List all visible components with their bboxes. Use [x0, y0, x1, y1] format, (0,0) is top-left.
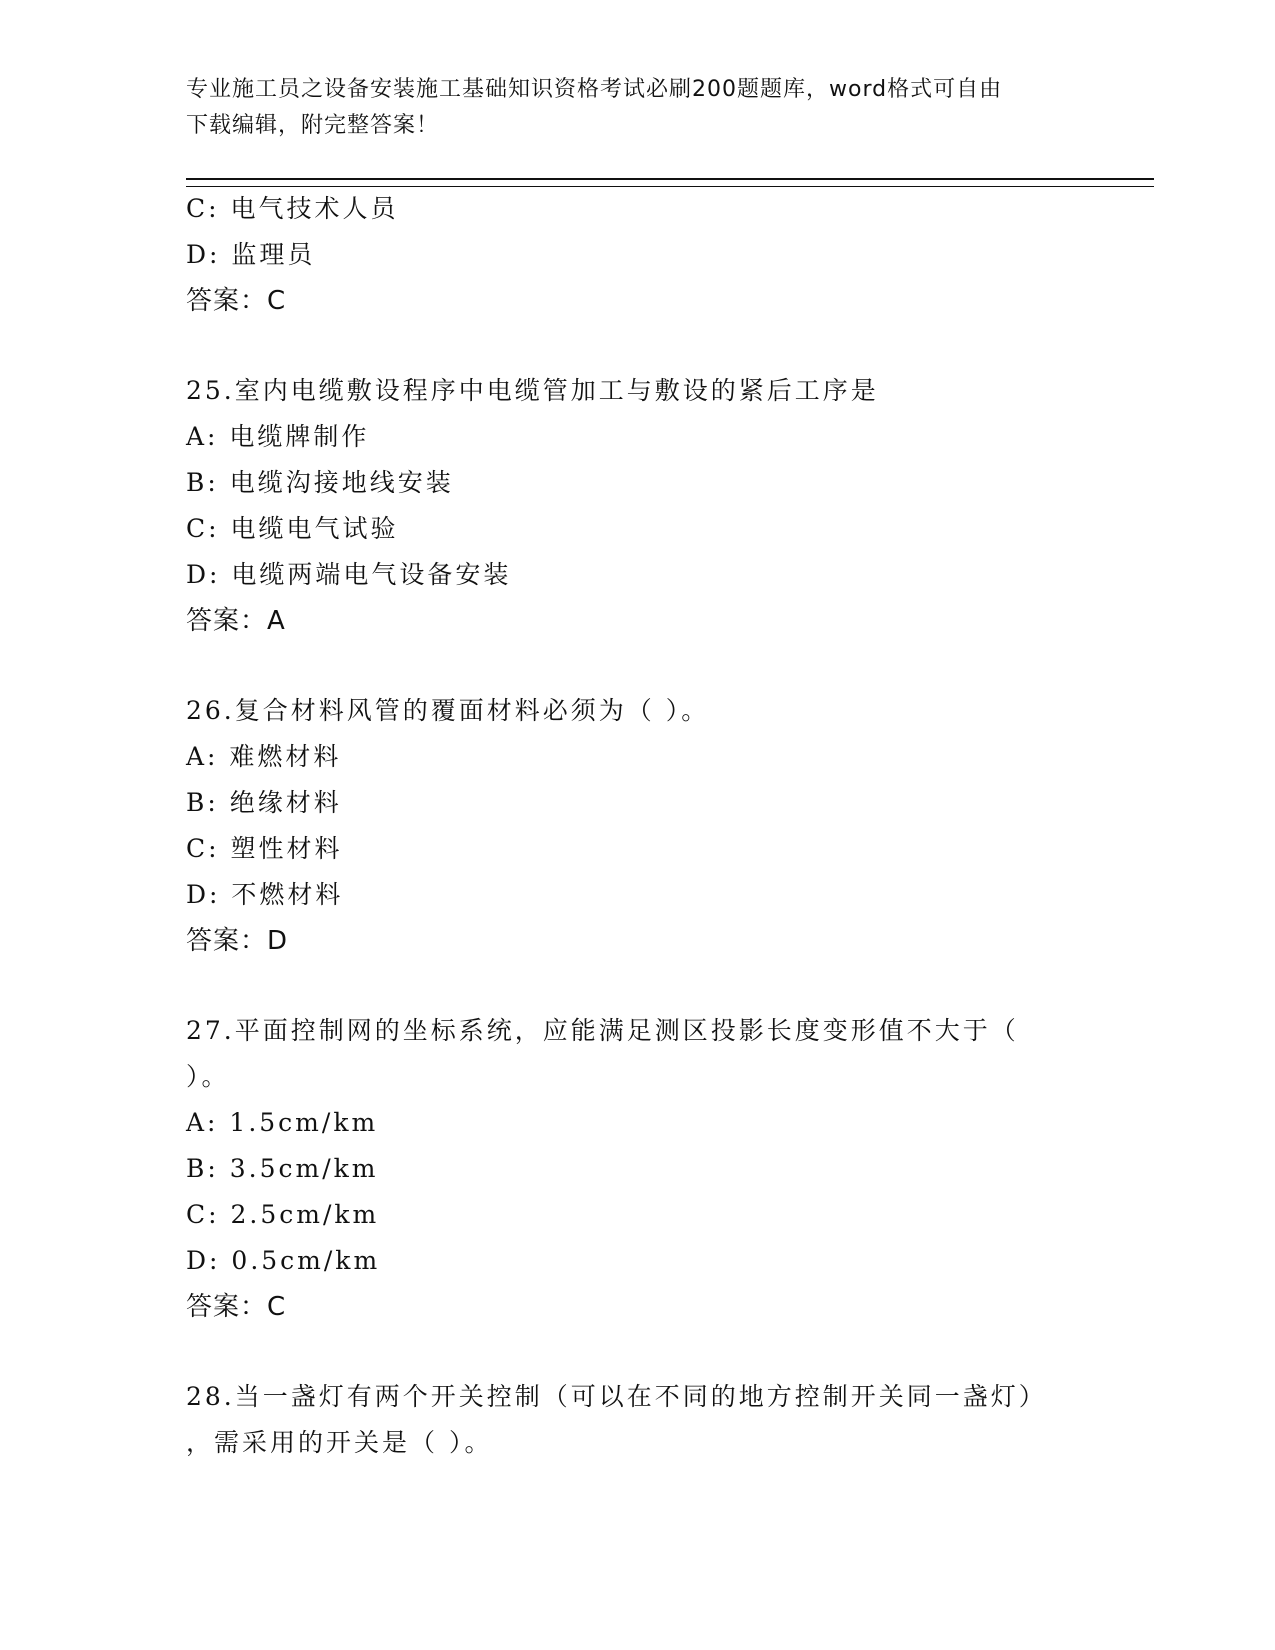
question-text: 26.复合材料风管的覆面材料必须为（ ）。: [186, 696, 710, 725]
question-text-line-2: ，需采用的开关是（ ）。: [186, 1428, 493, 1457]
option-b: B: 电缆沟接地线安装: [186, 468, 454, 497]
option-a: A: 电缆牌制作: [186, 422, 370, 451]
question-text-line-1: 27.平面控制网的坐标系统，应能满足测区投影长度变形值不大于（: [186, 1016, 1019, 1045]
option-a: A: 1.5cm/km: [186, 1108, 379, 1137]
question-block-28: [186, 1374, 1086, 1466]
option-c: C: 电气技术人员: [186, 194, 399, 223]
answer-text: 答案：D: [186, 926, 289, 956]
option-d: D: 监理员: [186, 240, 316, 269]
option-d: D: 0.5cm/km: [186, 1246, 381, 1275]
option-c: C: 电缆电气试验: [186, 514, 399, 543]
question-list: [186, 186, 1086, 1466]
answer-text: 答案：C: [186, 1292, 287, 1322]
question-text-line-1: 28.当一盏灯有两个开关控制（可以在不同的地方控制开关同一盏灯）: [186, 1382, 1047, 1411]
option-c: C: 塑性材料: [186, 834, 343, 863]
header-title-line-1: 专业施工员之设备安装施工基础知识资格考试必刷200题题库，word格式可自由: [186, 77, 1003, 102]
option-d: D: 不燃材料: [186, 880, 344, 909]
option-b: B: 3.5cm/km: [186, 1154, 379, 1183]
question-block-24: [186, 186, 1086, 324]
header-title-line-2: 下载编辑，附完整答案！: [186, 113, 440, 138]
spacer: [186, 324, 1086, 368]
spacer: [186, 964, 1086, 1008]
option-b: B: 绝缘材料: [186, 788, 342, 817]
spacer: [186, 644, 1086, 688]
answer-text: 答案：A: [186, 606, 286, 636]
question-text: 25.室内电缆敷设程序中电缆管加工与敷设的紧后工序是: [186, 376, 879, 405]
answer-text: 答案：C: [186, 286, 287, 316]
question-block-26: [186, 688, 1086, 964]
question-block-27: [186, 1008, 1086, 1330]
question-block-25: [186, 368, 1086, 644]
document-header: [186, 72, 1066, 144]
option-a: A: 难燃材料: [186, 742, 342, 771]
option-d: D: 电缆两端电气设备安装: [186, 560, 512, 589]
spacer: [186, 1330, 1086, 1374]
option-c: C: 2.5cm/km: [186, 1200, 380, 1229]
question-text-line-2: ）。: [186, 1062, 230, 1091]
